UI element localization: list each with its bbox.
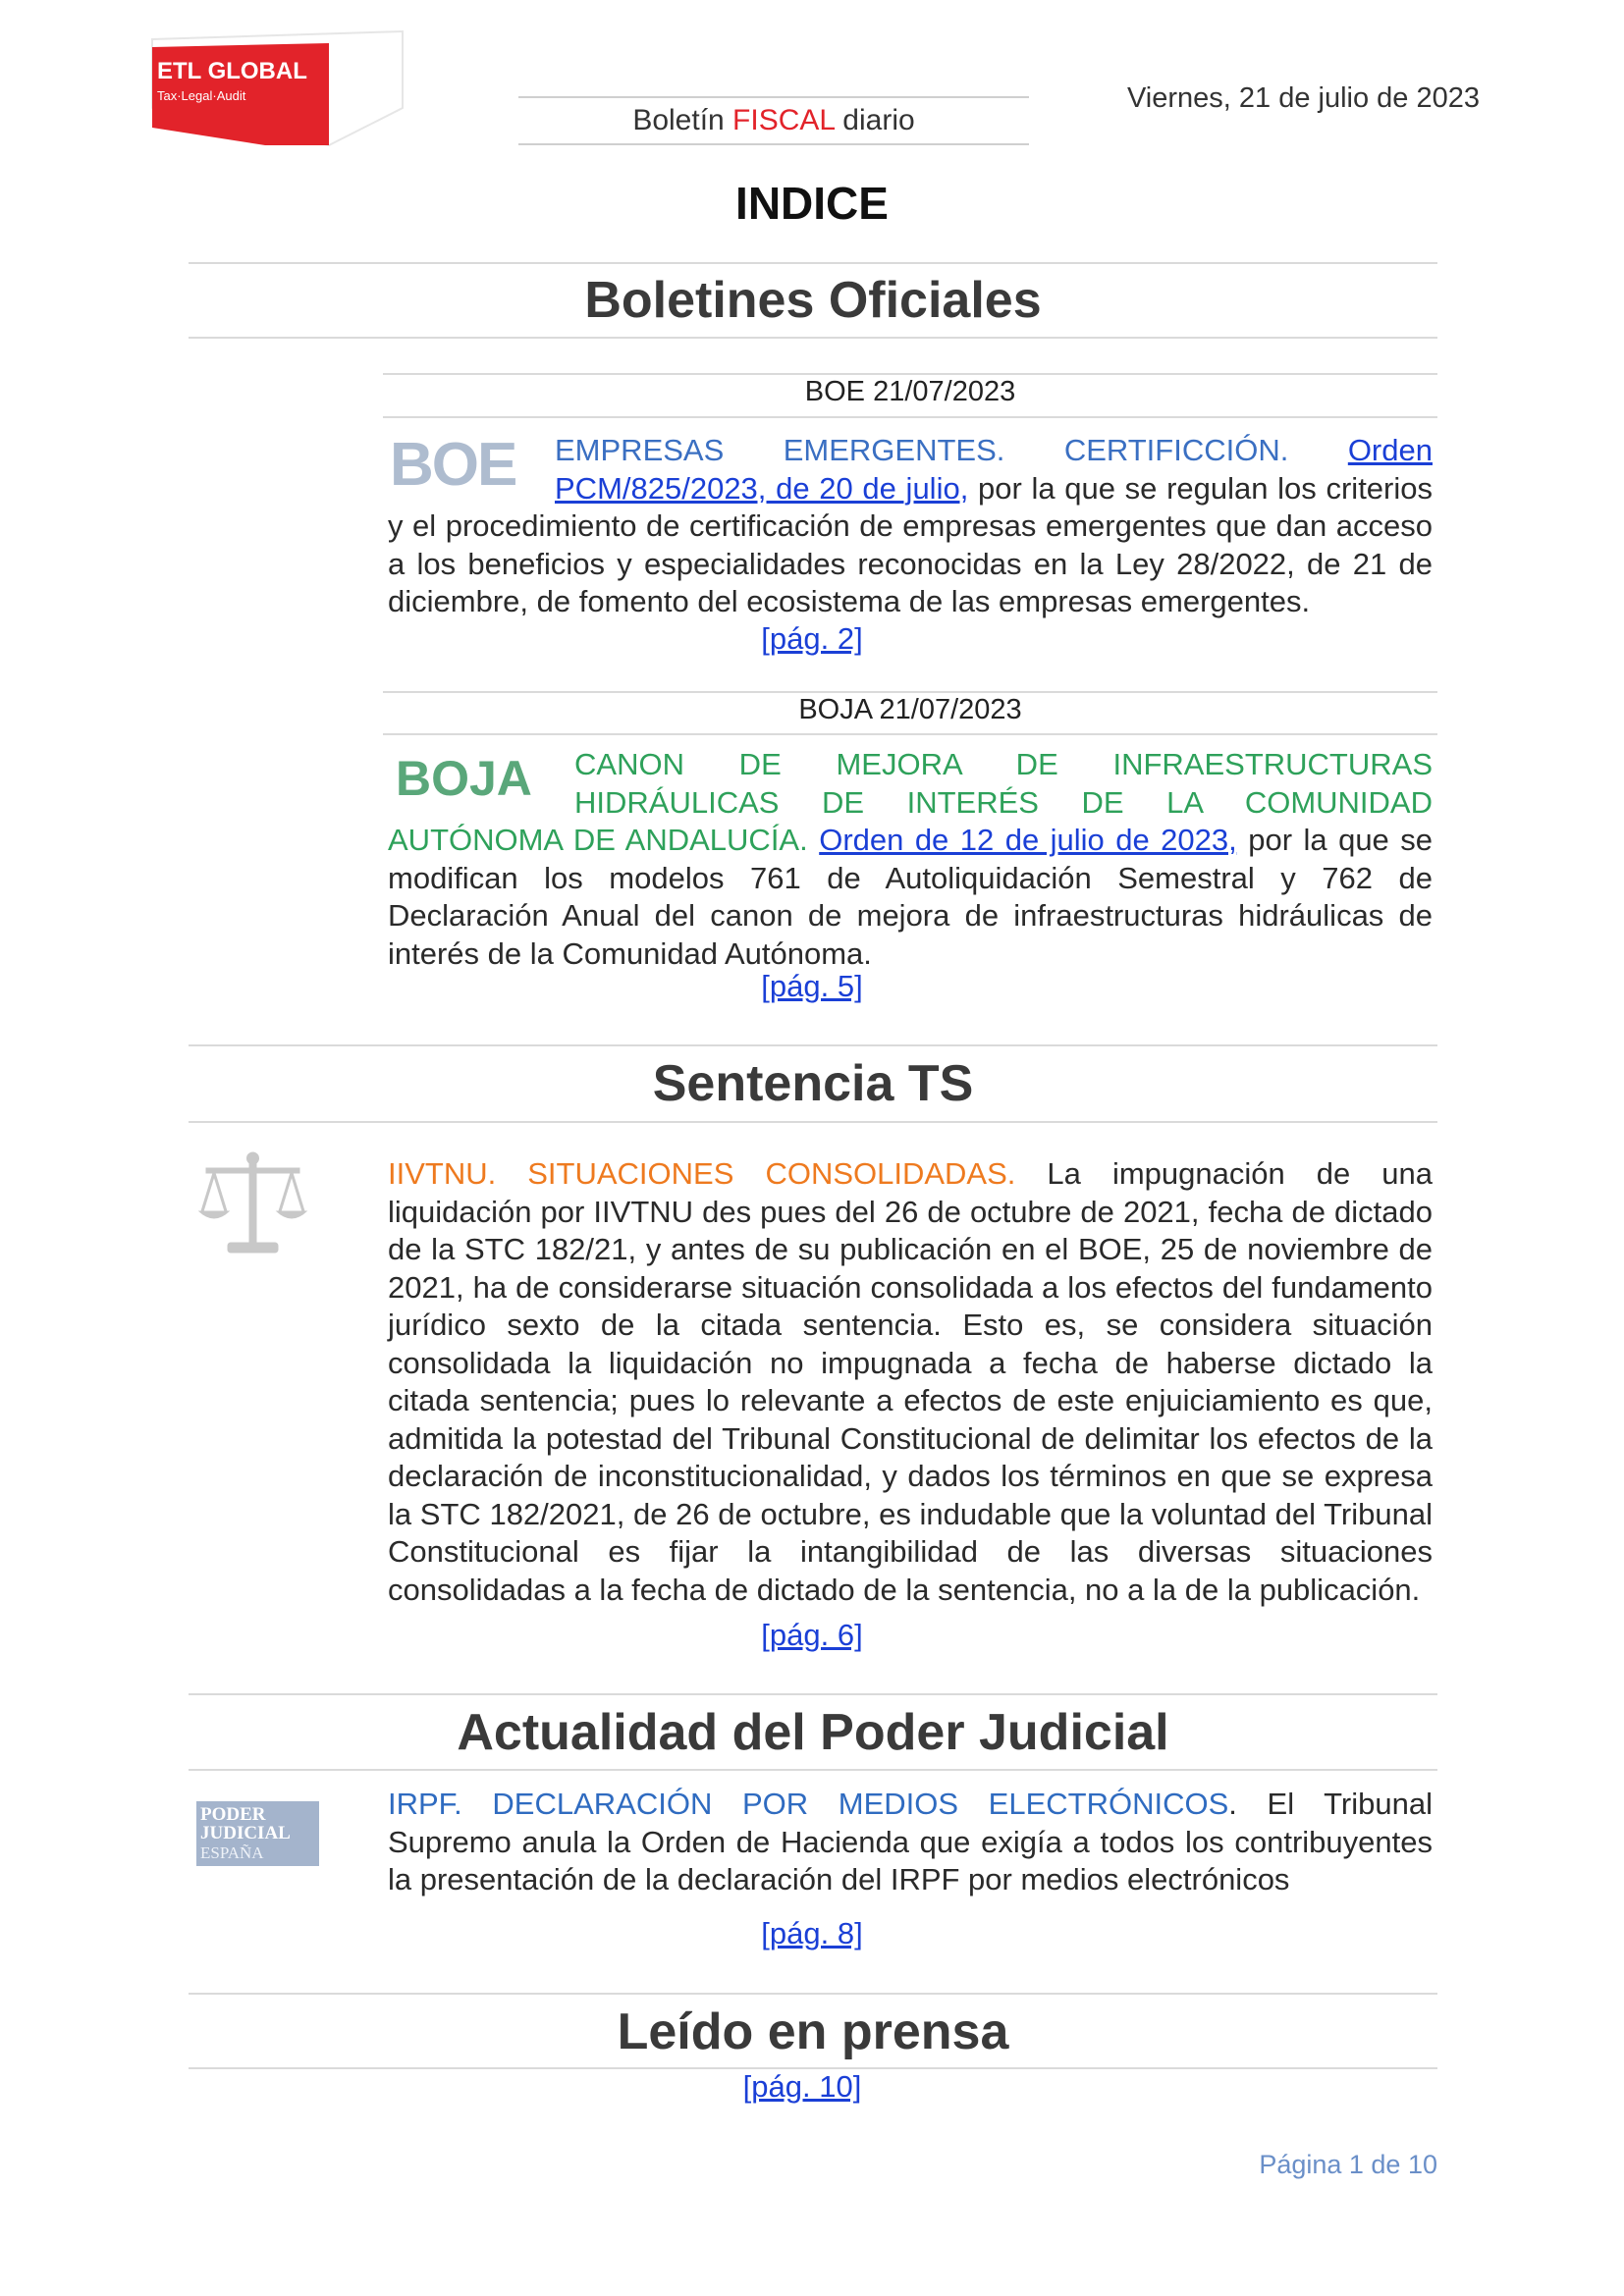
divider [189,1044,1437,1046]
divider [383,733,1437,735]
poder-judicial-lead: IRPF. DECLARACIÓN POR MEDIOS ELECTRÓNICOS [388,1787,1229,1821]
divider [189,1993,1437,1995]
page-number: Página 1 de 10 [1259,2150,1437,2179]
boja-order-link[interactable]: Orden de 12 de julio de 2023, [819,823,1237,857]
prensa-page-link[interactable]: [pág. 10] [742,2069,862,2104]
divider [189,1769,1437,1771]
svg-text:BOJA: BOJA [396,751,532,806]
boe-order-link[interactable]: Orden PCM/825/2023, de 20 de julio, [555,433,1433,506]
boja-logo [388,746,555,819]
poder-judicial-logo [196,1801,319,1871]
sentencia-page-link[interactable]: [pág. 6] [761,1618,863,1652]
svg-text:PODER: PODER [200,1804,266,1825]
boja-date-label: BOJA 21/07/2023 [798,694,1022,725]
boe-lead: EMPRESAS EMERGENTES. CERTIFICCIÓN. [555,433,1289,467]
boe-logo [388,432,535,505]
svg-text:BOE: BOE [390,432,516,495]
boja-lead: CANON DE MEJORA DE INFRAESTRUCTURAS HIDRÁULICAS DE INTERÉS DE LA COMUNIDAD AUTÓNOMA DE ANDALUCÍA. [388,747,1433,857]
divider [189,1121,1437,1123]
section-title-prensa: Leído en prensa [617,2003,1009,2060]
boe-date-label: BOE 21/07/2023 [804,376,1016,407]
divider [383,691,1437,693]
section-title-poder-judicial: Actualidad del Poder Judicial [457,1704,1169,1761]
divider [189,262,1437,264]
divider [189,337,1437,339]
divider [383,416,1437,418]
sentencia-entry: IIVTNU. SITUACIONES CONSOLIDADAS. La impugnación de una liquidación por IIVTNU des pues del 26 de octubre de 2021, fecha de dictado de la STC 182/21, y antes de su publicación en el BOE, 25 de noviembre de 2021, ha de considerarse situación consolidada a los efectos del fundamento jurídico sexto de la citada sentencia. Esto es, se considera situación consolidada la liquidación no impugnada a fecha de haberse dictado la citada sentencia; pues lo relevante a efectos de este enjuiciamiento es que, admitida la potestad del Tribunal Constitucional de delimitar los efectos de la declaración de inconstitucionalidad, y dados los términos en que se expresa la STC 182/2021, de 26 de octubre, es indudable que la voluntad del Tribunal Constitucional es fijar la intangibilidad de las diversas situaciones consolidadas a la fecha de dictado de la sentencia, no a la de la publicación. [388,1156,1433,1607]
sentencia-lead: IIVTNU. SITUACIONES CONSOLIDADAS. [388,1156,1016,1191]
boja-entry: BOJA CANON DE MEJORA DE INFRAESTRUCTURAS HIDRÁULICAS DE INTERÉS DE LA COMUNIDAD AUTÓNOMA DE ANDALUCÍA. Orden de 12 de julio de 2023, por la que se modifican los modelos 761 de Autoliquidación Semestral y 762 de Declaración Anual del canon de mejora de infraestructuras hidráulicas de interés de la Comunidad Autónoma. [388,747,1433,971]
scales-icon [196,1150,309,1263]
poder-judicial-entry: IRPF. DECLARACIÓN POR MEDIOS ELECTRÓNICOS. El Tribunal Supremo anula la Orden de Hacienda que exigía a todos los contribuyentes la presentación de la declaración del IRPF por medios electrónicos [388,1787,1433,1896]
divider [189,1693,1437,1695]
svg-text:JUDICIAL: JUDICIAL [200,1823,291,1843]
bulletin-date: Viernes, 21 de julio de 2023 [1126,82,1481,114]
svg-text:ETL GLOBAL: ETL GLOBAL [157,58,307,84]
divider [383,373,1437,375]
section-title-boletines: Boletines Oficiales [584,272,1042,329]
boe-entry: BOE EMPRESAS EMERGENTES. CERTIFICCIÓN. Orden PCM/825/2023, de 20 de julio, por la que se regulan los criterios y el procedimiento de certificación de empresas emergentes que dan acceso a los beneficios y especialidades reconocidas en la Ley 28/2022, de 21 de diciembre, de fomento del ecosistema de las empresas emergentes. [388,432,1433,618]
etl-global-logo [147,29,407,152]
boja-page-link[interactable]: [pág. 5] [761,969,863,1003]
section-title-sentencia: Sentencia TS [652,1055,974,1112]
boe-page-link[interactable]: [pág. 2] [761,621,863,656]
svg-text:ESPAÑA: ESPAÑA [200,1843,264,1862]
bulletin-title: Boletín FISCAL diario [518,96,1029,145]
index-heading: INDICE [735,178,889,229]
svg-text:Tax·Legal·Audit: Tax·Legal·Audit [157,88,246,103]
poder-judicial-page-link[interactable]: [pág. 8] [761,1916,863,1950]
